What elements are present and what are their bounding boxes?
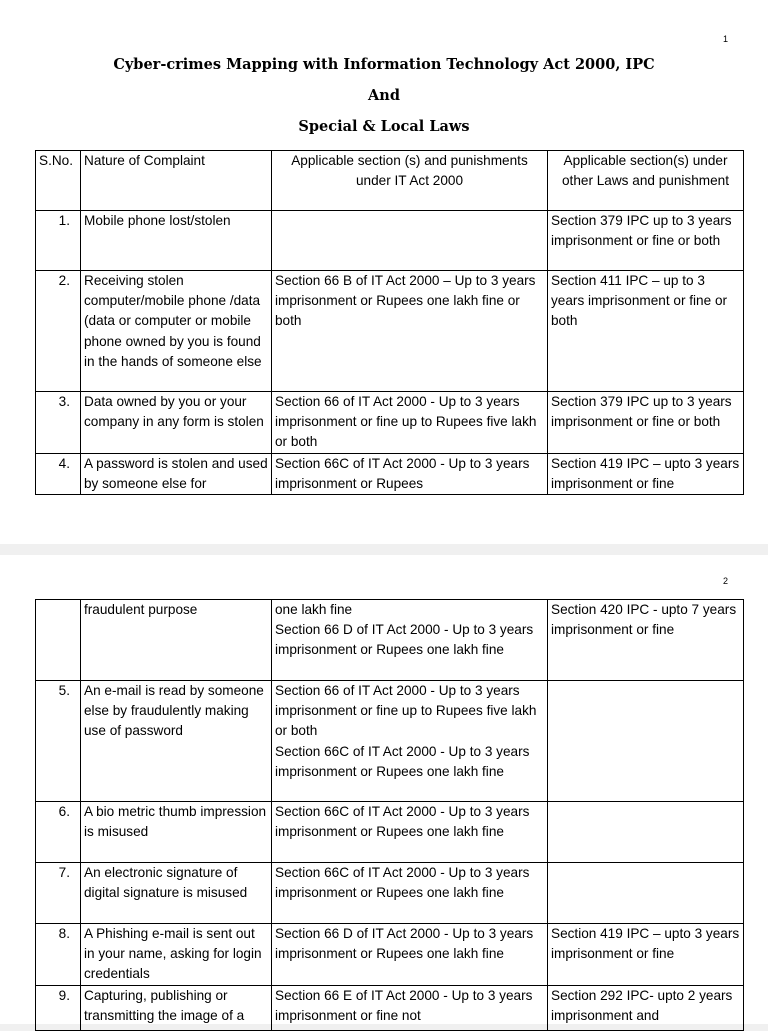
header-other-laws: Applicable section(s) under other Laws and punishment [548, 151, 744, 211]
cell-it-act: Section 66 B of IT Act 2000 – Up to 3 years imprisonment or Rupees one lakh fine or both [272, 271, 548, 392]
table-row [36, 600, 744, 681]
cell-it-act: Section 66 E of IT Act 2000 - Up to 3 years imprisonment or fine not [272, 985, 548, 1030]
cell-nature: A bio metric thumb impression is misused [81, 802, 272, 863]
it-act-text: Section 66 of IT Act 2000 - Up to 3 years imprisonment or fine up to Rupees five lakh or both [275, 683, 537, 739]
cell-other: Section 419 IPC – upto 3 years imprisonment or fine [548, 924, 744, 986]
cell-it-act [272, 681, 548, 802]
cell-other: Section 411 IPC – up to 3 years imprisonment or fine or both [548, 271, 744, 392]
cell-it-act: Section 66C of IT Act 2000 - Up to 3 years imprisonment or Rupees [272, 453, 548, 494]
cell-other [548, 863, 744, 924]
it-act-text: Section 66C of IT Act 2000 - Up to 3 years imprisonment or Rupees one lakh fine [275, 743, 530, 779]
page-2 [0, 555, 768, 1024]
cell-it-act [272, 211, 548, 271]
cell-it-act: Section 66C of IT Act 2000 - Up to 3 years imprisonment or Rupees one lakh fine [272, 802, 548, 863]
cell-it-act: Section 66 of IT Act 2000 - Up to 3 years imprisonment or fine up to Rupees five lakh or both [272, 392, 548, 454]
table-row [36, 802, 744, 863]
it-act-text: Section 66 D of IT Act 2000 - Up to 3 years imprisonment or Rupees one lakh fine [275, 622, 534, 658]
cell-nature: An electronic signature of digital signature is misused [81, 863, 272, 924]
cell-sno: 1. [36, 211, 81, 271]
it-act-text: one lakh fine [275, 602, 353, 617]
doc-title: Cyber-crimes Mapping with Information Technology Act 2000, IPC [113, 56, 655, 73]
header-nature: Nature of Complaint [81, 151, 272, 211]
cell-nature: Receiving stolen computer/mobile phone /data (data or computer or mobile phone owned by you is found in the hands of someone else [81, 271, 272, 392]
cell-sno: 8. [36, 924, 81, 986]
cell-other [548, 681, 744, 802]
cell-sno [36, 600, 81, 681]
cell-sno: 3. [36, 392, 81, 454]
page-number: 2 [722, 576, 728, 586]
table-row [36, 681, 744, 802]
cell-other: Section 292 IPC- upto 2 years imprisonment and [548, 985, 744, 1030]
cell-other: Section 379 IPC up to 3 years imprisonment or fine or both [548, 392, 744, 454]
table-header-row [36, 151, 744, 211]
cell-it-act: Section 66 D of IT Act 2000 - Up to 3 years imprisonment or Rupees one lakh fine [272, 924, 548, 986]
cell-nature: Capturing, publishing or transmitting the image of a [81, 985, 272, 1030]
cell-it-act [272, 600, 548, 681]
cybercrime-table-page-2 [35, 599, 744, 1031]
table-row [36, 271, 744, 392]
doc-title-and: And [368, 87, 400, 104]
cell-nature: Data owned by you or your company in any form is stolen [81, 392, 272, 454]
table-row [36, 924, 744, 986]
cell-nature: A password is stolen and used by someone else for [81, 453, 272, 494]
table-row [36, 392, 744, 454]
cell-sno: 7. [36, 863, 81, 924]
cell-sno: 9. [36, 985, 81, 1030]
cell-other: Section 419 IPC – upto 3 years imprisonment or fine [548, 453, 744, 494]
table-row [36, 863, 744, 924]
table-row [36, 211, 744, 271]
table-row [36, 453, 744, 494]
cell-sno: 5. [36, 681, 81, 802]
cell-sno: 2. [36, 271, 81, 392]
cell-other [548, 802, 744, 863]
page-number: 1 [722, 34, 728, 44]
header-it-act: Applicable section (s) and punishments under IT Act 2000 [272, 151, 548, 211]
cell-other: Section 420 IPC - upto 7 years imprisonment or fine [548, 600, 744, 681]
cell-nature: A Phishing e-mail is sent out in your name, asking for login credentials [81, 924, 272, 986]
cell-nature: fraudulent purpose [81, 600, 272, 681]
cell-sno: 4. [36, 453, 81, 494]
cell-it-act: Section 66C of IT Act 2000 - Up to 3 years imprisonment or Rupees one lakh fine [272, 863, 548, 924]
cell-nature: An e-mail is read by someone else by fraudulently making use of password [81, 681, 272, 802]
cell-sno: 6. [36, 802, 81, 863]
cell-other: Section 379 IPC up to 3 years imprisonment or fine or both [548, 211, 744, 271]
table-row [36, 985, 744, 1030]
cybercrime-table-page-1 [35, 150, 744, 495]
cell-nature: Mobile phone lost/stolen [81, 211, 272, 271]
header-sno: S.No. [36, 151, 81, 211]
doc-subtitle: Special & Local Laws [298, 118, 470, 135]
